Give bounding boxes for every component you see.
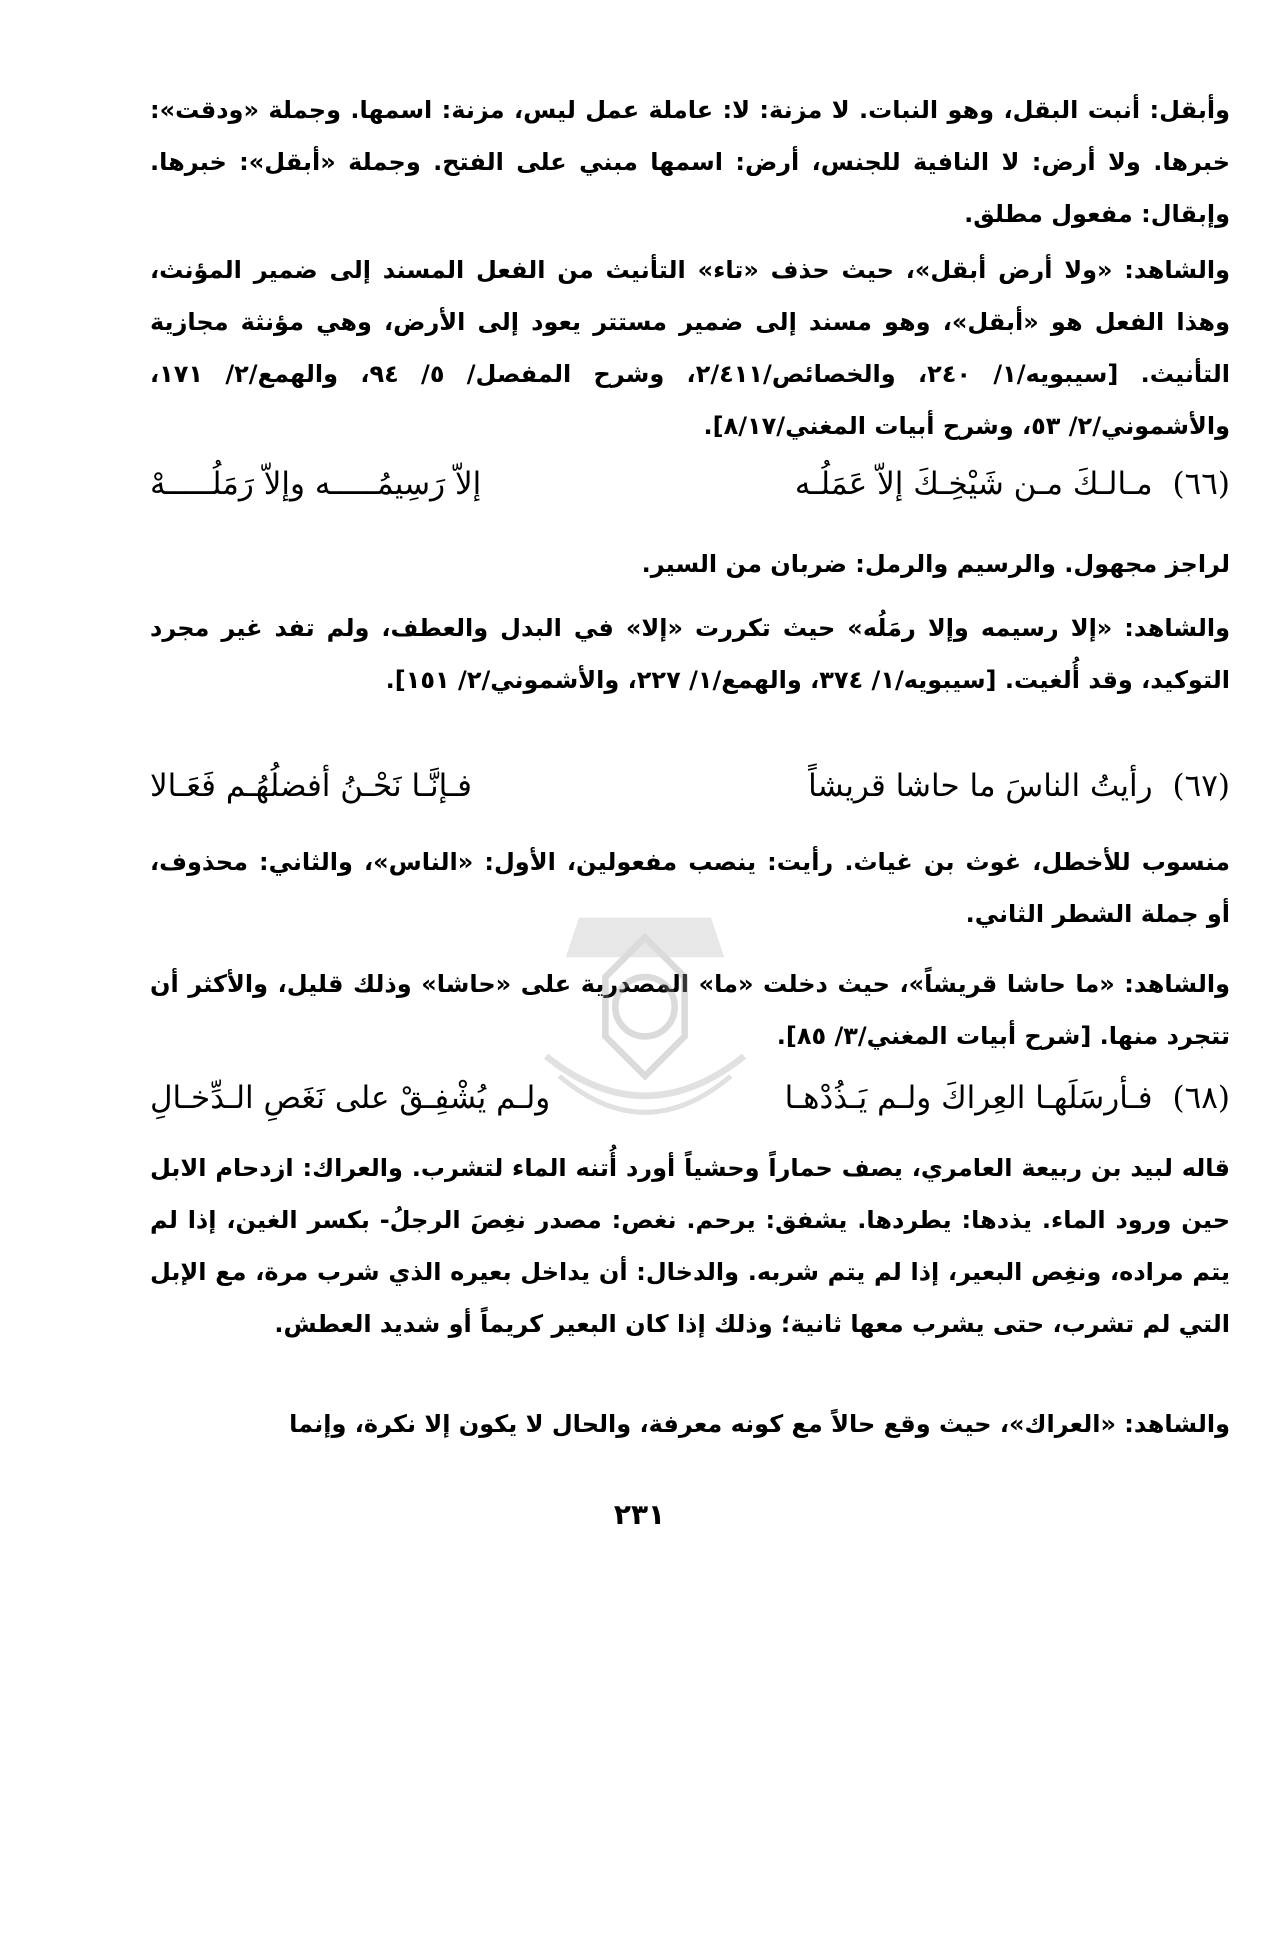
paragraph-5: منسوب للأخطل، غوث بن غياث. رأيت: ينصب مفعولين، الأول: «الناس»، والثاني: محذوف، أو جملة الشطر الثاني. bbox=[150, 848, 1230, 928]
paragraph-6: والشاهد: «ما حاشا قريشاً»، حيث دخلت «ما» المصدرية على «حاشا» وذلك قليل، والأكثر أن تتجرد منها. [شرح أبيات المغني/٣/ ٨٥]. bbox=[150, 970, 1230, 1050]
library-emblem-icon bbox=[480, 845, 810, 1175]
verse-second-hemistich: إلاّ رَسِيمُـــــه وإلاّ رَمَلُـــــهْ bbox=[150, 466, 482, 502]
page-number: ٢٣١ bbox=[613, 1498, 666, 1531]
verse-first-hemistich: رأيتُ الناسَ ما حاشا قريشاً bbox=[808, 768, 1153, 804]
paragraph-3: لراجز مجهول. والرسيم والرمل: ضربان من السير. bbox=[641, 550, 1230, 578]
verse-first-hemistich: فـأرسَلَهـا العِراكَ ولـم يَـذُدْهـا bbox=[784, 1080, 1153, 1116]
verse-number: (٦٨) bbox=[1172, 1080, 1230, 1116]
paragraph-1: وأبقل: أنبت البقل، وهو النبات. لا مزنة: لا: عاملة عمل ليس، مزنة: اسمها. وجملة «ودقت»: خبرها. ولا أرض: لا النافية للجنس، أرض: اسمها مبني على الفتح. وجملة «أبقل»: خبرها. وإبقال: مفعول مطلق. bbox=[150, 96, 1230, 228]
paragraph-4: والشاهد: «إلا رسيمه وإلا رمَلُه» حيث تكررت «إلا» في البدل والعطف، ولم تفد غير مجرد التوكيد، وقد أُلغيت. [سيبويه/١/ ٣٧٤، والهمع/١/ ٢٢٧، والأشموني/٢/ ١٥١]. bbox=[150, 614, 1230, 694]
paragraph-2: والشاهد: «ولا أرض أبقل»، حيث حذف «تاء» التأنيث من الفعل المسند إلى ضمير المؤنث، وهذا الفعل هو «أبقل»، وهو مسند إلى ضمير مستتر يعود إلى الأرض، وهي مؤنثة مجازية التأنيث. [سيبويه/١/ ٢٤٠، والخصائص/٢/٤١١، وشرح المفصل/ ٥/ ٩٤، والهمع/٢/ ١٧١، والأشموني/٢/ ٥٣، وشرح أبيات المغني/٨/١٧]. bbox=[150, 256, 1230, 440]
verse-first-hemistich: مـالـكَ مـن شَيْخِـكَ إلاّ عَمَلُـه bbox=[794, 466, 1153, 502]
verse-second-hemistich: ولـم يُشْفِـقْ على نَغَصِ الـدِّخـالِ bbox=[150, 1080, 551, 1116]
paragraph-7: قاله لبيد بن ربيعة العامري، يصف حماراً وحشياً أورد أُتنه الماء لتشرب. والعراك: ازدحام الابل حين ورود الماء. يذدها: يطردها. يشفق: يرحم. نغص: مصدر نغِصَ الرجلُ- بكسر الغين، إذا لم يتم مراده، ونغِص البعير، إذا لم يتم شربه. والدخال: أن يداخل بعيره الذي شرب مرة، مع الإبل التي لم تشرب، حتى يشرب معها ثانية؛ وذلك إذا كان البعير كريماً أو شديد العطش. bbox=[150, 1154, 1230, 1338]
verse-67 bbox=[150, 764, 1230, 808]
verse-66 bbox=[150, 462, 1230, 506]
verse-number: (٦٧) bbox=[1172, 768, 1230, 804]
paragraph-8: والشاهد: «العراك»، حيث وقع حالاً مع كونه معرفة، والحال لا يكون إلا نكرة، وإنما bbox=[289, 1410, 1230, 1438]
verse-second-hemistich: فـإنَّـا نَحْـنُ أفضلُهُـم فَعَـالا bbox=[150, 768, 472, 804]
verse-number: (٦٦) bbox=[1172, 466, 1230, 502]
